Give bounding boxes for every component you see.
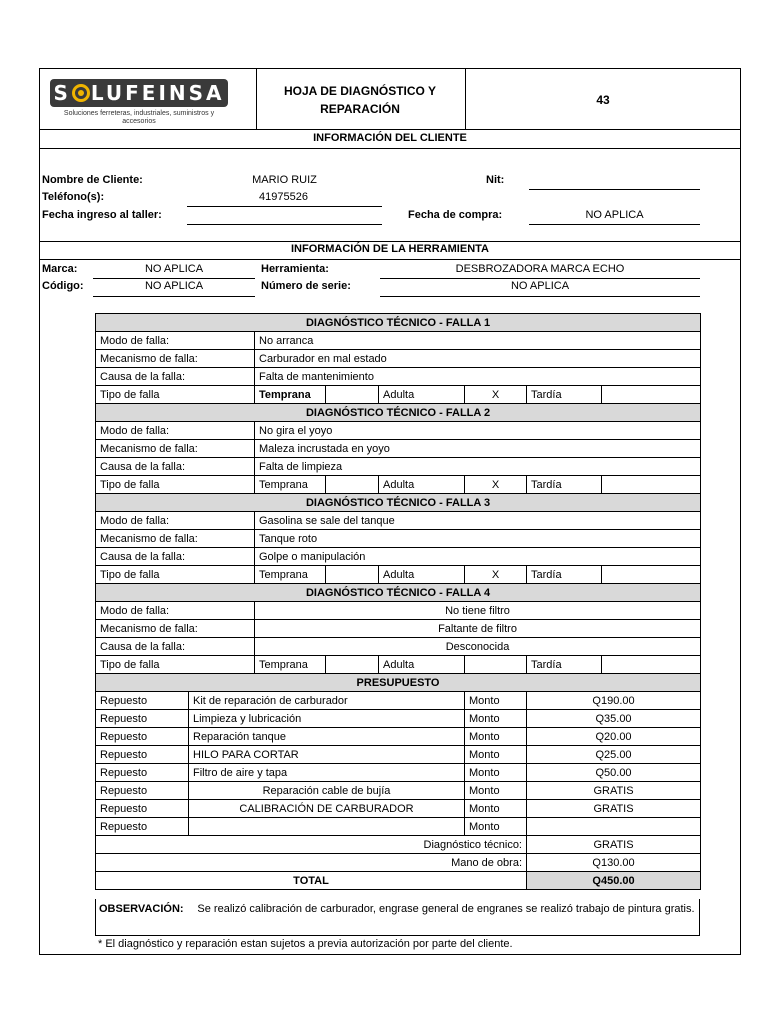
total-row xyxy=(96,872,701,890)
phone-value: 41975526 xyxy=(259,191,308,203)
fault-mode-label: Modo de falla: xyxy=(96,512,255,530)
late-label: Tardía xyxy=(527,566,602,584)
early-label: Temprana xyxy=(255,656,326,674)
budget-row xyxy=(96,710,701,728)
late-mark xyxy=(602,476,701,494)
fault-type-row xyxy=(96,566,701,584)
fault-mechanism-value: Tanque roto xyxy=(255,530,701,548)
early-label: Temprana xyxy=(255,476,326,494)
phone-label: Teléfono(s): xyxy=(42,191,105,203)
fault-cause-value: Falta de limpieza xyxy=(255,458,701,476)
code-label: Código: xyxy=(42,280,84,292)
fault-mechanism-label: Mecanismo de falla: xyxy=(96,440,255,458)
serial-label: Número de serie: xyxy=(261,280,351,292)
diagnosis-table xyxy=(95,313,701,890)
early-label: Temprana xyxy=(255,386,326,404)
part-description: Reparación tanque xyxy=(189,728,465,746)
budget-row xyxy=(96,746,701,764)
client-name-value: MARIO RUIZ xyxy=(252,174,317,186)
intake-date-label: Fecha ingreso al taller: xyxy=(42,209,162,221)
part-amount: Q35.00 xyxy=(527,710,701,728)
client-name-label: Nombre de Cliente: xyxy=(42,174,143,186)
labor-value: Q130.00 xyxy=(527,854,701,872)
total-value: Q450.00 xyxy=(527,872,701,890)
fault-type-row xyxy=(96,476,701,494)
logo-wordmark: S LUFEINSA xyxy=(50,79,228,107)
diagnosis-fee-value: GRATIS xyxy=(527,836,701,854)
fault-cause-value: Desconocida xyxy=(255,638,701,656)
fault-type-label: Tipo de falla xyxy=(96,656,255,674)
observation-text: Se realizó calibración de carburador, engrase general de engranes se realizó trabajo de pintura gratis. xyxy=(197,903,695,915)
late-label: Tardía xyxy=(527,476,602,494)
table-row xyxy=(96,620,701,638)
part-label: Repuesto xyxy=(96,764,189,782)
amount-label: Monto xyxy=(465,710,527,728)
fault-mode-label: Modo de falla: xyxy=(96,332,255,350)
adult-label: Adulta xyxy=(379,656,465,674)
table-row xyxy=(96,512,701,530)
table-row xyxy=(96,638,701,656)
part-description: CALIBRACIÓN DE CARBURADOR xyxy=(189,800,465,818)
adult-mark: X xyxy=(465,386,527,404)
late-mark xyxy=(602,566,701,584)
table-row xyxy=(96,440,701,458)
fault-mode-value: No gira el yoyo xyxy=(255,422,701,440)
observation-label: OBSERVACIÓN: xyxy=(99,903,184,915)
fault-header-row xyxy=(96,494,701,512)
tool-section-title: INFORMACIÓN DE LA HERRAMIENTA xyxy=(291,243,489,255)
part-amount xyxy=(527,818,701,836)
code-value: NO APLICA xyxy=(144,280,204,292)
amount-label: Monto xyxy=(465,800,527,818)
fault-type-label: Tipo de falla xyxy=(96,476,255,494)
part-description: HILO PARA CORTAR xyxy=(189,746,465,764)
fault-mechanism-label: Mecanismo de falla: xyxy=(96,530,255,548)
table-row xyxy=(96,350,701,368)
table-row xyxy=(96,530,701,548)
serial-value: NO APLICA xyxy=(510,280,570,292)
early-mark xyxy=(326,656,379,674)
budget-row xyxy=(96,818,701,836)
part-description: Limpieza y lubricación xyxy=(189,710,465,728)
part-label: Repuesto xyxy=(96,818,189,836)
fault-mechanism-value: Faltante de filtro xyxy=(255,620,701,638)
labor-label: Mano de obra: xyxy=(96,854,527,872)
client-section-title: INFORMACIÓN DEL CLIENTE xyxy=(313,132,467,144)
diagnosis-sheet xyxy=(39,68,741,955)
labor-row xyxy=(96,854,701,872)
fault-mode-value: No arranca xyxy=(255,332,701,350)
late-mark xyxy=(602,656,701,674)
adult-mark xyxy=(465,656,527,674)
fault-mode-label: Modo de falla: xyxy=(96,422,255,440)
fault-cause-value: Falta de mantenimiento xyxy=(255,368,701,386)
document-number: 43 xyxy=(596,93,610,107)
fault-mode-value: Gasolina se sale del tanque xyxy=(255,512,701,530)
part-amount: GRATIS xyxy=(527,782,701,800)
brand-label: Marca: xyxy=(42,263,78,275)
fault-mode-label: Modo de falla: xyxy=(96,602,255,620)
budget-title: PRESUPUESTO xyxy=(96,674,701,692)
part-amount: Q50.00 xyxy=(527,764,701,782)
early-mark xyxy=(326,386,379,404)
total-label: TOTAL xyxy=(96,872,527,890)
company-logo xyxy=(40,69,256,129)
fault-cause-label: Causa de la falla: xyxy=(96,548,255,566)
fault-type-row xyxy=(96,656,701,674)
table-row xyxy=(96,422,701,440)
fault-cause-label: Causa de la falla: xyxy=(96,638,255,656)
fault-title: DIAGNÓSTICO TÉCNICO - FALLA 3 xyxy=(96,494,701,512)
part-amount: Q25.00 xyxy=(527,746,701,764)
purchase-date-value: NO APLICA xyxy=(585,209,644,221)
part-label: Repuesto xyxy=(96,800,189,818)
fault-header-row xyxy=(96,404,701,422)
fault-mechanism-label: Mecanismo de falla: xyxy=(96,350,255,368)
logo-tagline: Soluciones ferreteras, industriales, suministros y accesorios xyxy=(63,110,215,125)
amount-label: Monto xyxy=(465,728,527,746)
fault-header-row xyxy=(96,314,701,332)
budget-row xyxy=(96,764,701,782)
gear-icon xyxy=(72,84,90,102)
brand-value: NO APLICA xyxy=(144,263,204,275)
fault-type-label: Tipo de falla xyxy=(96,386,255,404)
amount-label: Monto xyxy=(465,818,527,836)
budget-row xyxy=(96,728,701,746)
fault-title: DIAGNÓSTICO TÉCNICO - FALLA 1 xyxy=(96,314,701,332)
part-amount: Q190.00 xyxy=(527,692,701,710)
early-mark xyxy=(326,476,379,494)
adult-mark: X xyxy=(465,476,527,494)
amount-label: Monto xyxy=(465,692,527,710)
purchase-date-label: Fecha de compra: xyxy=(408,209,503,221)
budget-header-row xyxy=(96,674,701,692)
fault-type-label: Tipo de falla xyxy=(96,566,255,584)
part-label: Repuesto xyxy=(96,746,189,764)
table-row xyxy=(96,602,701,620)
fault-cause-label: Causa de la falla: xyxy=(96,458,255,476)
late-label: Tardía xyxy=(527,656,602,674)
diagnosis-fee-row xyxy=(96,836,701,854)
footnote: * El diagnóstico y reparación estan sujetos a previa autorización por parte del cliente. xyxy=(98,938,513,950)
amount-label: Monto xyxy=(465,764,527,782)
late-label: Tardía xyxy=(527,386,602,404)
table-row xyxy=(96,548,701,566)
budget-row xyxy=(96,692,701,710)
fault-title: DIAGNÓSTICO TÉCNICO - FALLA 4 xyxy=(96,584,701,602)
part-description: Reparación cable de bujía xyxy=(189,782,465,800)
amount-label: Monto xyxy=(465,746,527,764)
observation-box xyxy=(95,899,700,936)
tool-label: Herramienta: xyxy=(261,263,329,275)
fault-header-row xyxy=(96,584,701,602)
table-row xyxy=(96,368,701,386)
part-amount: Q20.00 xyxy=(527,728,701,746)
part-label: Repuesto xyxy=(96,692,189,710)
budget-row xyxy=(96,782,701,800)
part-label: Repuesto xyxy=(96,728,189,746)
tool-value: DESBROZADORA MARCA ECHO xyxy=(455,263,625,275)
adult-label: Adulta xyxy=(379,386,465,404)
part-description xyxy=(189,818,465,836)
part-label: Repuesto xyxy=(96,782,189,800)
adult-label: Adulta xyxy=(379,566,465,584)
document-title: HOJA DE DIAGNÓSTICO Y REPARACIÓN xyxy=(283,84,437,116)
adult-mark: X xyxy=(465,566,527,584)
fault-mechanism-label: Mecanismo de falla: xyxy=(96,620,255,638)
fault-mode-value: No tiene filtro xyxy=(255,602,701,620)
table-row xyxy=(96,332,701,350)
diagnosis-fee-label: Diagnóstico técnico: xyxy=(96,836,527,854)
part-description: Filtro de aire y tapa xyxy=(189,764,465,782)
part-label: Repuesto xyxy=(96,710,189,728)
table-row xyxy=(96,458,701,476)
part-amount: GRATIS xyxy=(527,800,701,818)
early-mark xyxy=(326,566,379,584)
fault-type-row xyxy=(96,386,701,404)
fault-mechanism-value: Carburador en mal estado xyxy=(255,350,701,368)
late-mark xyxy=(602,386,701,404)
nit-label: Nit: xyxy=(486,174,505,186)
fault-cause-label: Causa de la falla: xyxy=(96,368,255,386)
adult-label: Adulta xyxy=(379,476,465,494)
budget-row xyxy=(96,800,701,818)
fault-mechanism-value: Maleza incrustada en yoyo xyxy=(255,440,701,458)
fault-cause-value: Golpe o manipulación xyxy=(255,548,701,566)
early-label: Temprana xyxy=(255,566,326,584)
amount-label: Monto xyxy=(465,782,527,800)
fault-title: DIAGNÓSTICO TÉCNICO - FALLA 2 xyxy=(96,404,701,422)
part-description: Kit de reparación de carburador xyxy=(189,692,465,710)
